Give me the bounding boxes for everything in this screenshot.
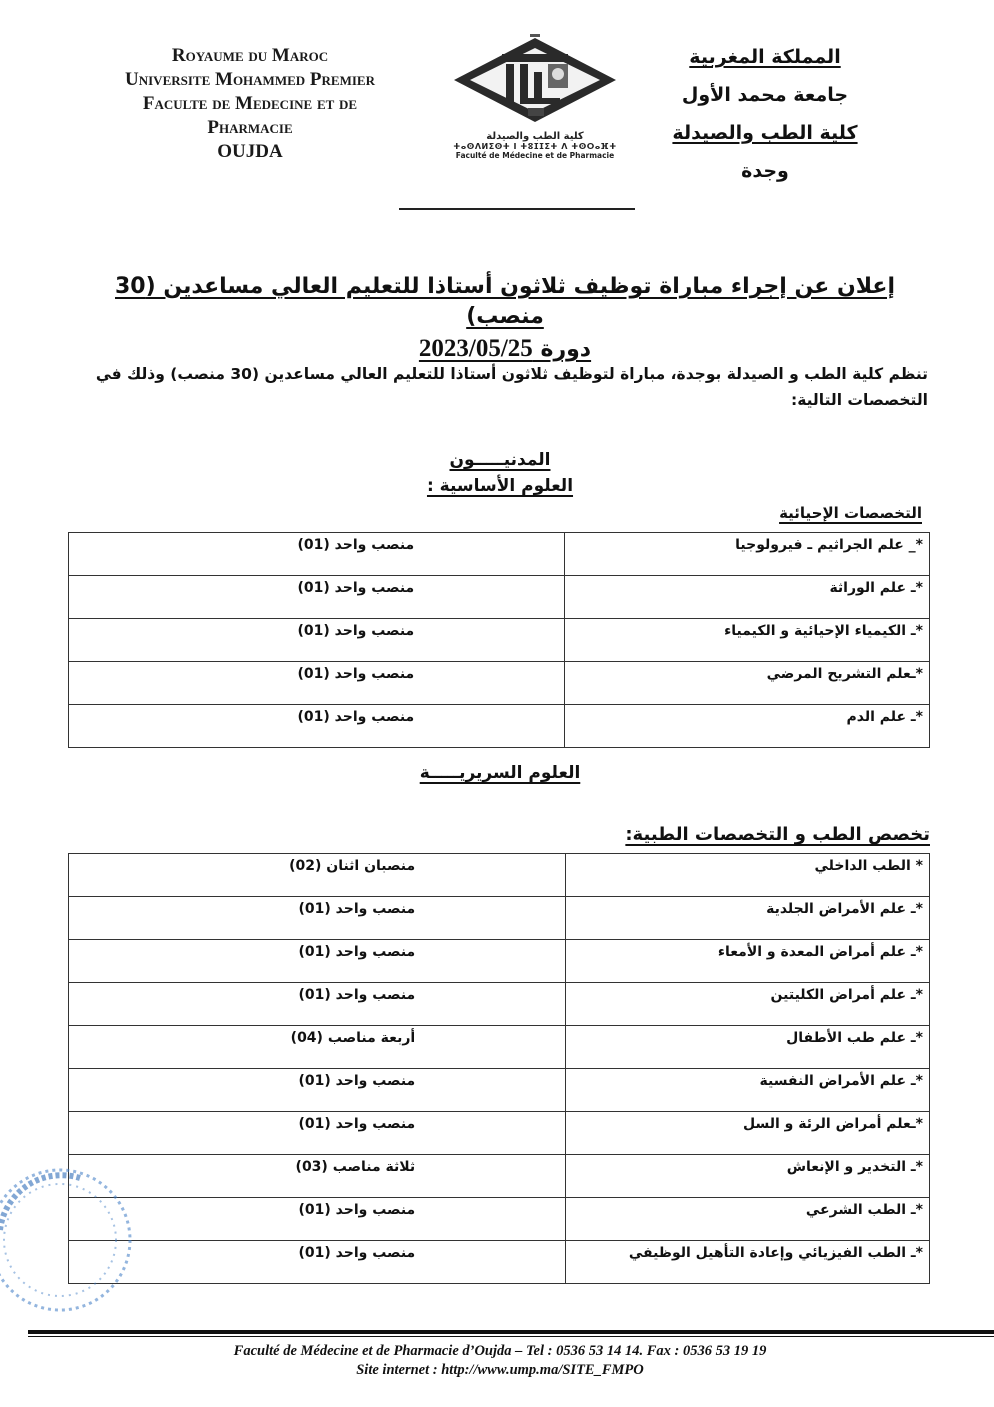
table-row <box>69 1241 930 1284</box>
posts-count-cell: منصب واحد (01) <box>69 1112 566 1155</box>
heading-civilians <box>380 450 620 470</box>
header-fr-line: Universite Mohammed Premier <box>125 69 375 90</box>
title-session-date: 2023/05/25 <box>418 335 533 362</box>
header-fr-line: Pharmacie <box>207 117 293 138</box>
posts-count-cell: منصب واحد (01) <box>69 533 565 576</box>
footer-contact: Faculté de Médecine et de Pharmacie d’Oujda – Tel : 0536 53 14 14. Fax : 0536 53 19 19 <box>233 1343 767 1359</box>
heading-medical-specialties <box>500 824 930 845</box>
clinical-sciences-table <box>68 853 930 1284</box>
header-fr-line: OUJDA <box>217 141 283 162</box>
posts-count-cell: منصب واحد (01) <box>69 1241 566 1284</box>
logo-caption <box>440 131 630 160</box>
posts-count-cell: منصب واحد (01) <box>69 940 566 983</box>
intro-paragraph: تنظم كلية الطب و الصيدلة بوجدة، مباراة لتوظيف ثلاثون أستاذا للتعليم العالي مساعدين (30 منصب) وذلك في التخصصات التالية: <box>95 365 928 409</box>
logo-emblem-icon <box>440 34 630 126</box>
table-row <box>69 983 930 1026</box>
table-row <box>69 662 930 705</box>
title-session-label: دورة <box>532 337 592 362</box>
header-ar-line: المملكة المغربية <box>689 46 841 68</box>
specialty-cell: *ـ الطب الشرعي <box>566 1198 930 1241</box>
logo-caption-tifinagh: ⵜⴰⵙⴷⵍⵉⵙⵜ ⵏ ⵜⵓⵊⵊⵉⵜ ⴷ ⵜⵙⵔⴰⴼⵜ <box>453 142 617 151</box>
footer <box>100 1342 900 1380</box>
header-fr-line: Faculte de Medecine et de <box>142 93 358 114</box>
table-row <box>69 705 930 748</box>
table-row <box>69 1198 930 1241</box>
header-ar-line: جامعة محمد الأول <box>681 84 849 106</box>
specialty-cell: *ـ التخدير و الإنعاش <box>566 1155 930 1198</box>
header-fr-line: Royaume du Maroc <box>171 45 329 66</box>
specialty-cell: * الطب الداخلي <box>566 854 930 897</box>
basic-sciences-table <box>68 532 930 748</box>
posts-count-cell: منصب واحد (01) <box>69 619 565 662</box>
heading-clinical-sciences <box>380 763 620 783</box>
official-stamp-icon <box>0 1160 140 1320</box>
table-row <box>69 854 930 897</box>
header-arabic <box>650 38 880 190</box>
logo-caption-french: Faculté de Médecine et de Pharmacie <box>455 151 615 160</box>
specialty-cell: *ـ علم طب الأطفال <box>566 1026 930 1069</box>
posts-count-cell: ثلاثة مناصب (03) <box>69 1155 566 1198</box>
specialty-cell: *ـ الطب الفيزيائي وإعادة التأهيل الوظيفي <box>566 1241 930 1284</box>
header-ar-line: وجدة <box>741 160 789 182</box>
header-ar-line: كلية الطب والصيدلة <box>672 122 858 144</box>
specialty-cell: *ـ علم أمراض الكليتين <box>566 983 930 1026</box>
table-row <box>69 1069 930 1112</box>
footer-rule-thin <box>28 1336 994 1337</box>
posts-count-cell: منصب واحد (01) <box>69 576 565 619</box>
heading-biological-specialties <box>600 504 922 522</box>
heading-biological-specialties-text: التخصصات الإحيائية <box>779 504 922 522</box>
heading-clinical-sciences-text: العلوم السريريـــــة <box>419 763 581 783</box>
title-line-1: إعلان عن إجراء مباراة توظيف ثلاثون أستاذا للتعليم العالي مساعدين (30 منصب) <box>115 274 895 329</box>
posts-count-cell: أربعة مناصب (04) <box>69 1026 566 1069</box>
posts-count-cell: منصب واحد (01) <box>69 1069 566 1112</box>
table-row <box>69 533 930 576</box>
posts-count-cell: منصب واحد (01) <box>69 705 565 748</box>
specialty-cell: *ـ الكيمياء الإحيائية و الكيمياء <box>565 619 930 662</box>
announcement-title <box>90 272 920 365</box>
footer-rule-thick <box>28 1330 994 1334</box>
table-row <box>69 1155 930 1198</box>
heading-medical-specialties-text: تخصص الطب و التخصصات الطبية: <box>625 824 930 845</box>
table-row <box>69 576 930 619</box>
specialty-cell: *ـ علم أمراض المعدة و الأمعاء <box>566 940 930 983</box>
specialty-cell: *_ علم الجراثيم ـ فيرولوجيا <box>565 533 930 576</box>
table-row <box>69 1026 930 1069</box>
table-row <box>69 897 930 940</box>
table-row <box>69 619 930 662</box>
posts-count-cell: منصب واحد (01) <box>69 897 566 940</box>
posts-count-cell: منصب واحد (01) <box>69 662 565 705</box>
header-divider <box>399 208 635 210</box>
posts-count-cell: منصبان اثنان (02) <box>69 854 566 897</box>
heading-basic-sciences <box>380 476 620 496</box>
header-french <box>70 44 430 164</box>
posts-count-cell: منصب واحد (01) <box>69 983 566 1026</box>
specialty-cell: *ـ علم الأمراض النفسية <box>566 1069 930 1112</box>
specialty-cell: *ـعلم أمراض الرئة و السل <box>566 1112 930 1155</box>
heading-civilians-text: المدنيـــــون <box>449 450 551 470</box>
heading-basic-sciences-text: العلوم الأساسية : <box>426 476 574 496</box>
table-row <box>69 1112 930 1155</box>
table-row <box>69 940 930 983</box>
posts-count-cell: منصب واحد (01) <box>69 1198 566 1241</box>
footer-website: Site internet : http://www.ump.ma/SITE_FMPO <box>356 1362 644 1378</box>
logo-caption-arabic: كلية الطب والصيدلة <box>486 131 584 142</box>
specialty-cell: *ـعلم التشريح المرضي <box>565 662 930 705</box>
specialty-cell: *ـ علم الوراثة <box>565 576 930 619</box>
faculty-logo <box>440 34 630 164</box>
specialty-cell: *ـ علم الدم <box>565 705 930 748</box>
specialty-cell: *ـ علم الأمراض الجلدية <box>566 897 930 940</box>
